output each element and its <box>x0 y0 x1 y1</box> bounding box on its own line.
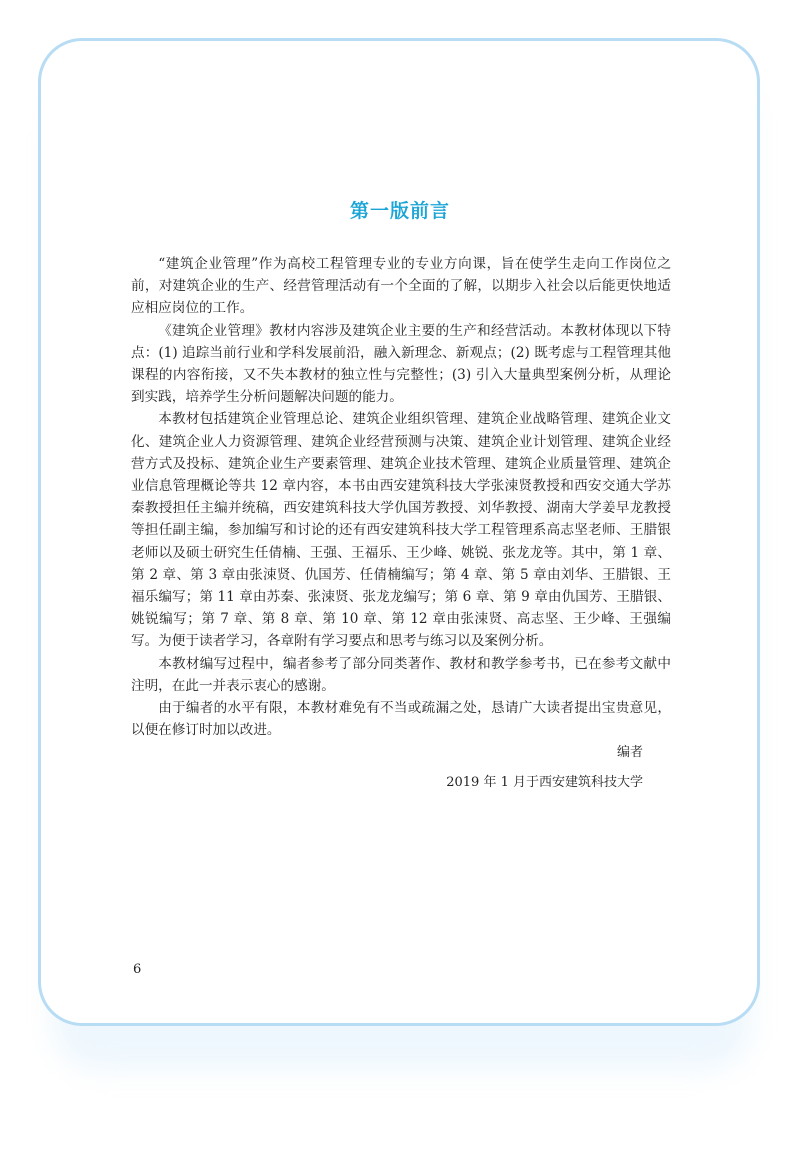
paragraph-1: “建筑企业管理”作为高校工程管理专业的专业方向课，旨在使学生走向工作岗位之前，对建筑企业的生产、经营管理活动有一个全面的了解，以期步入社会以后能更快地适应相应岗位的工作。 <box>131 256 671 317</box>
signature-block <box>446 738 643 798</box>
paragraph-5: 由于编者的水平有限，本教材难免有不当或疏漏之处，恳请广大读者提出宝贵意见，以便在修订时加以改进。 <box>131 700 671 739</box>
paragraph-3: 本教材包括建筑企业管理总论、建筑企业组织管理、建筑企业战略管理、建筑企业文化、建筑企业人力资源管理、建筑企业经营预测与决策、建筑企业计划管理、建筑企业经营方式及投标、建筑企业生产要素管理、建筑企业技术管理、建筑企业质量管理、建筑企业信息管理概论等共 12 章内容，本书由西安建筑科技大学张涑贤教授和西安交通大学苏秦教授担任主编并统稿，西安建筑科技大学仇国芳教授、刘华教授、湖南大学姜早龙教授等担任副主编，参加编写和讨论的还有西安建筑科技大学工程管理系高志坚老师、王腊银老师以及硕士研究生任倩楠、王强、王福乐、王少峰、姚锐、张龙龙等。其中，第 1 章、第 2 章、第 3 章由张涑贤、仇国芳、任倩楠编写；第 4 章、第 5 章由刘华、王腊银、王福乐编写；第 11 章由苏秦、张涑贤、张龙龙编写；第 6 章、第 9 章由仇国芳、王腊银、姚锐编写；第 7 章、第 8 章、第 10 章、第 12 章由张涑贤、高志坚、王少峰、王强编写。为便于读者学习，各章附有学习要点和思考与练习以及案例分析。 <box>131 411 671 650</box>
signature-author: 编者 <box>616 745 643 760</box>
signature-date: 2019 年 1 月于西安建筑科技大学 <box>446 775 643 790</box>
preface-body <box>131 253 671 741</box>
paragraph-4: 本教材编写过程中，编者参考了部分同类著作、教材和教学参考书，已在参考文献中注明，在此一并表示衷心的感谢。 <box>131 655 671 694</box>
paragraph-2: 《建筑企业管理》教材内容涉及建筑企业主要的生产和经营活动。本教材体现以下特点：(1) 追踪当前行业和学科发展前沿，融入新理念、新观点；(2) 既考虑与工程管理其他课程的内容衔接，又不失本教材的独立性与完整性；(3) 引入大量典型案例分析，从理论到实践，培养学生分析问题解决问题的能力。 <box>131 322 671 406</box>
page-number: 6 <box>133 962 142 977</box>
page-title: 第一版前言 <box>349 200 450 222</box>
